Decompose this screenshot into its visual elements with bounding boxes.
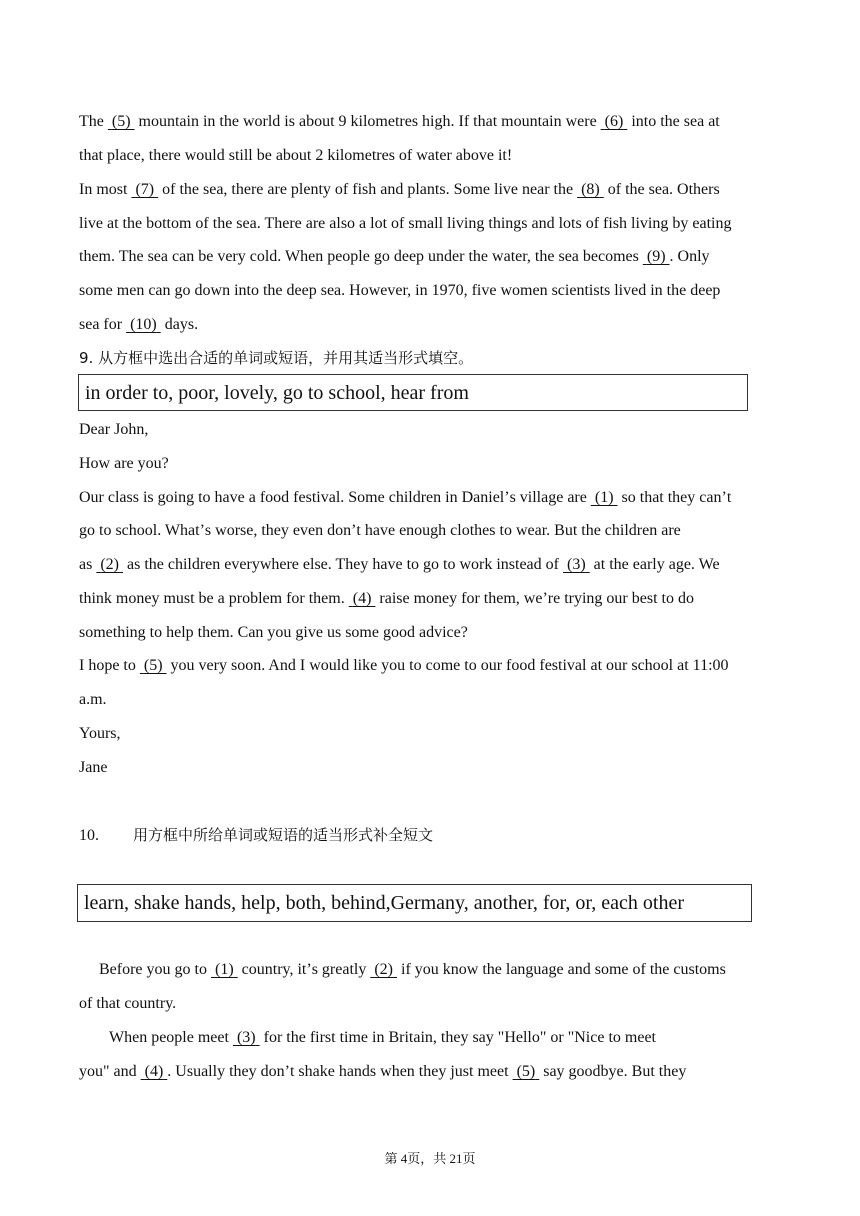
letter-closing: Yours, (79, 725, 121, 742)
q10-line-1: Before you go to (1) country, itʼs greatly (2) if you know the language and some of the customs (99, 961, 726, 978)
question-10-title (79, 818, 433, 852)
letter-greeting: How are you? (79, 455, 169, 472)
letter-line-3: as (2) as the children everywhere else. They have to go to work instead of (3) at the early age. We (79, 556, 720, 573)
blank-10-1: (1) (214, 961, 234, 978)
blank-9-2: (2) (100, 556, 119, 573)
passage1-line-1: The (5) mountain in the world is about 9 kilometres high. If that mountain were (6) into the sea at (79, 113, 720, 130)
blank-9-1: (1) (594, 489, 614, 506)
blank-9-5: (5) (143, 657, 163, 674)
question-10-text: 用方框中所给单词或短语的适当形式补全短文 (133, 826, 434, 844)
blank-10: (10) (130, 316, 157, 333)
word-box-10: learn, shake hands, help, both, behind,Germany, another, for, or, each other (77, 884, 752, 922)
letter-line-6: I hope to (5) you very soon. And I would like you to come to our food festival at our school at 11:00 (79, 657, 729, 674)
passage1-line-4: live at the bottom of the sea. There are also a lot of small living things and lots of fish living by eating (79, 215, 732, 232)
blank-7: (7) (135, 181, 155, 198)
q10-line-3: When people meet (3) for the first time in Britain, they say "Hello" or "Nice to meet (109, 1029, 656, 1046)
word-box-9: in order to, poor, lovely, go to school, hear from (78, 374, 748, 411)
letter-line-5: something to help them. Can you give us some good advice? (79, 624, 468, 641)
blank-8: (8) (581, 181, 600, 198)
q10-line-2: of that country. (79, 995, 177, 1012)
letter-line-2: go to school. Whatʼs worse, they even donʼt have enough clothes to wear. But the children are (79, 522, 681, 539)
blank-10-3: (3) (236, 1029, 256, 1046)
passage1-line-7: sea for (10) days. (79, 316, 199, 333)
question-10-number: 10. (79, 827, 99, 844)
blank-10-5: (5) (516, 1063, 536, 1080)
blank-9-4: (4) (352, 590, 372, 607)
letter-signature: Jane (79, 759, 108, 776)
question-9-title: 9. 从方框中选出合适的单词或短语，并用其适当形式填空。 (79, 349, 474, 367)
letter-line-7: a.m. (79, 691, 107, 708)
letter-line-1: Our class is going to have a food festival. Some children in Danielʼs village are (1) so that they canʼt (79, 489, 732, 506)
blank-9: (9) (646, 248, 666, 265)
letter-line-4: think money must be a problem for them. (4) raise money for them, weʼre trying our best to do (79, 590, 694, 607)
passage1-line-5: them. The sea can be very cold. When people go deep under the water, the sea becomes (9) . Only (79, 248, 710, 265)
blank-6: (6) (604, 113, 624, 130)
blank-5: (5) (111, 113, 131, 130)
blank-9-3: (3) (566, 556, 586, 573)
q10-line-4: you" and (4) . Usually they donʼt shake hands when they just meet (5) say goodbye. But they (79, 1063, 687, 1080)
passage1-line-2: that place, there would still be about 2 kilometres of water above it! (79, 147, 513, 164)
blank-10-4: (4) (144, 1063, 164, 1080)
passage1-line-6: some men can go down into the deep sea. However, in 1970, five women scientists lived in the deep (79, 282, 721, 299)
letter-salutation: Dear John, (79, 421, 149, 438)
blank-10-2: (2) (374, 961, 393, 978)
page-footer: 第 4页，共 21页 (384, 1151, 476, 1166)
passage1-line-3: In most (7) of the sea, there are plenty of fish and plants. Some live near the (8) of the sea. Others (79, 181, 720, 198)
